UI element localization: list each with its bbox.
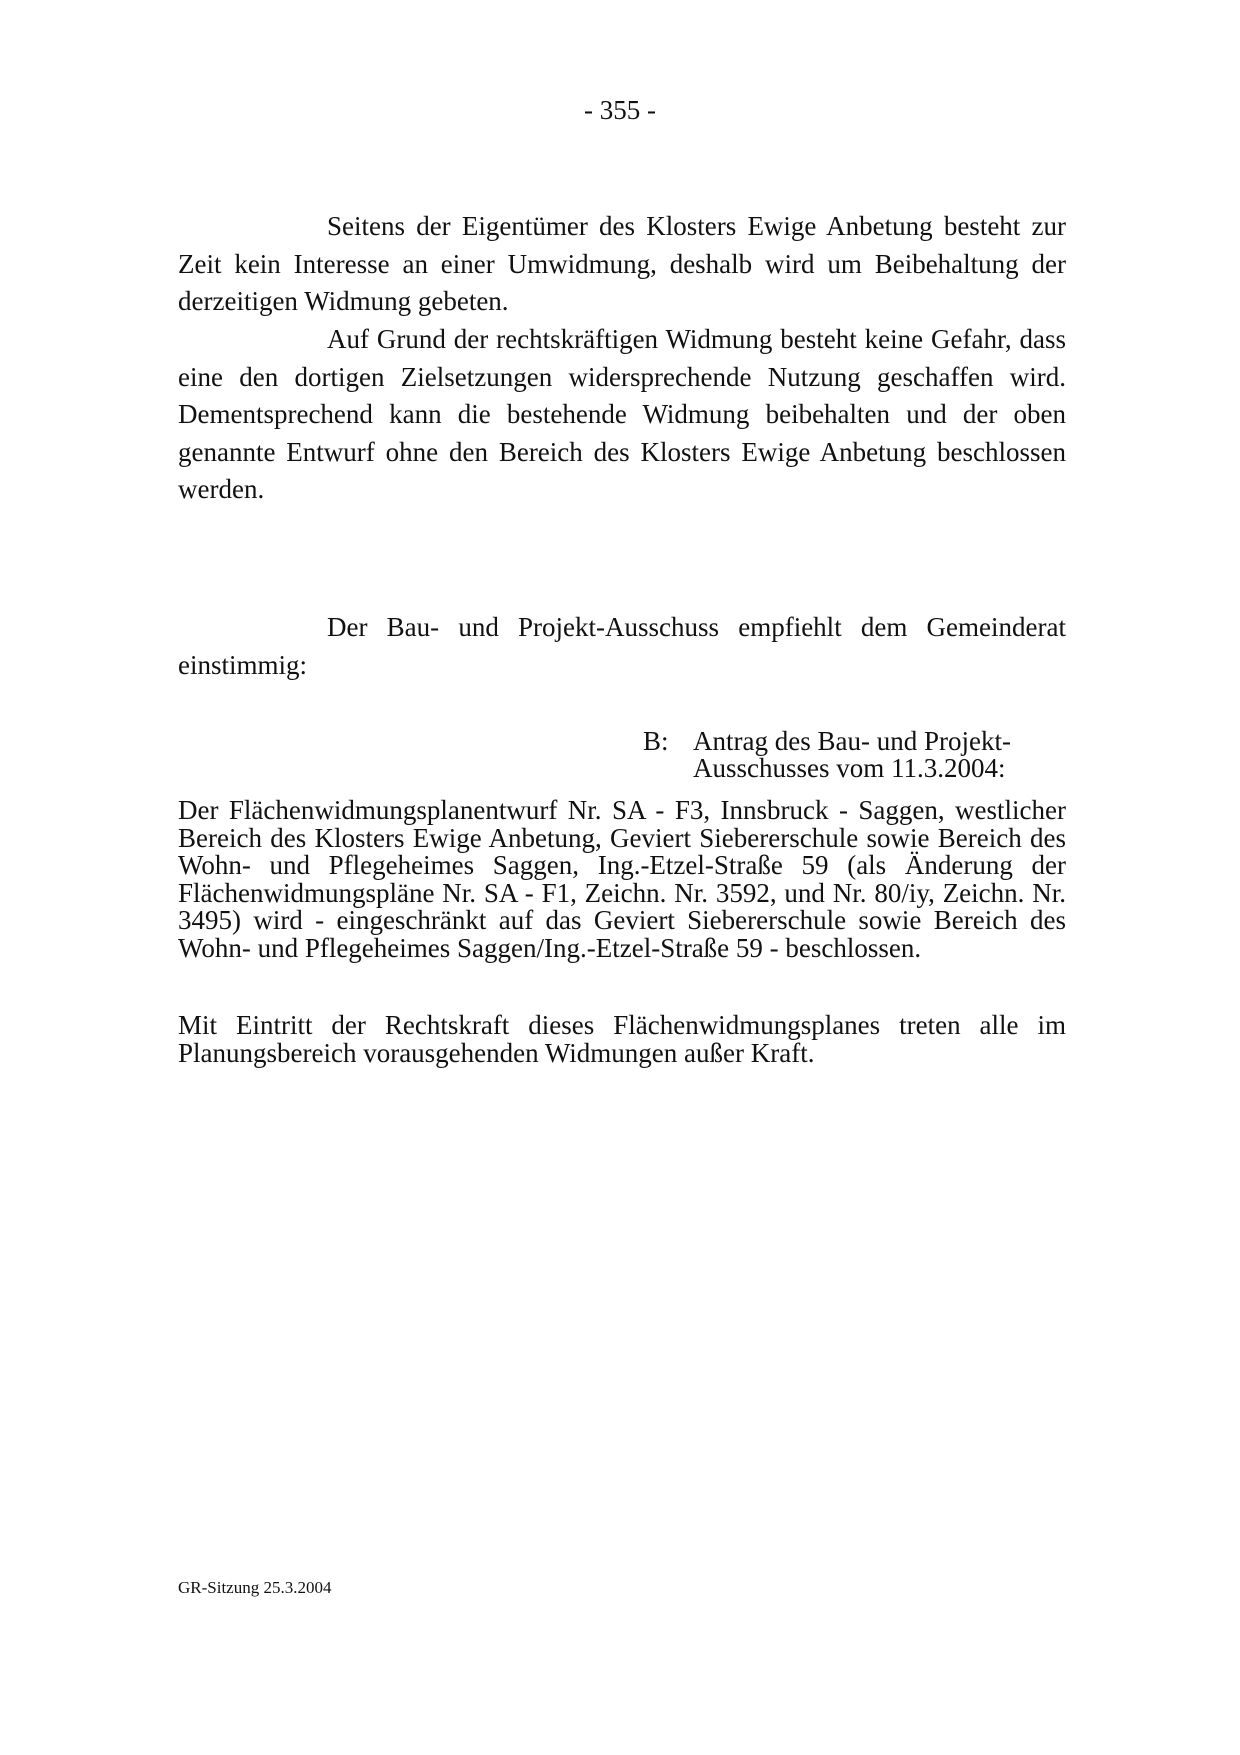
paragraph-owner-interest: Seitens der Eigentümer des Klosters Ewige Anbetung besteht zur Zeit kein Interesse an einer Umwidmung, deshalb wird um Beibehaltung der derzeitigen Widmung gebeten. xyxy=(178,211,1066,316)
motion-heading xyxy=(643,728,1063,782)
committee-recommendation: Der Bau- und Projekt-Ausschuss empfiehlt dem Gemeinderat einstimmig: xyxy=(178,612,1066,680)
motion-title: Antrag des Bau- und Projekt-Ausschusses vom 11.3.2004: xyxy=(693,726,1011,783)
motion-letter: B: xyxy=(643,726,669,756)
session-footer: GR-Sitzung 25.3.2004 xyxy=(178,1578,332,1597)
paragraph-dedication-rationale: Auf Grund der rechtskräftigen Widmung besteht keine Gefahr, dass eine den dortigen Zielsetzungen widersprechende Nutzung geschaffen wird. Dementsprechend kann die bestehende Widmung beibehalten und der oben genannte Entwurf ohne den Bereich des Klosters Ewige Anbetung beschlossen werden. xyxy=(178,324,1066,504)
entry-into-force-text: Mit Eintritt der Rechtskraft dieses Flächenwidmungsplanes treten alle im Planungsbereich vorausgehenden Widmungen außer Kraft. xyxy=(178,1010,1066,1068)
resolution-text: Der Flächenwidmungsplanentwurf Nr. SA - F3, Innsbruck - Saggen, westlicher Bereich des Klosters Ewige Anbetung, Geviert Siebererschule sowie Bereich des Wohn- und Pflegeheimes Saggen, Ing.-Etzel-Straße 59 (als Änderung der Flächenwidmungspläne Nr. SA - F1, Zeichn. Nr. 3592, und Nr. 80/iy, Zeichn. Nr. 3495) wird - eingeschränkt auf das Geviert Siebererschule sowie Bereich des Wohn- und Pflegeheimes Saggen/Ing.-Etzel-Straße 59 - beschlossen. xyxy=(178,795,1066,963)
page-number: - 355 - xyxy=(584,95,656,125)
